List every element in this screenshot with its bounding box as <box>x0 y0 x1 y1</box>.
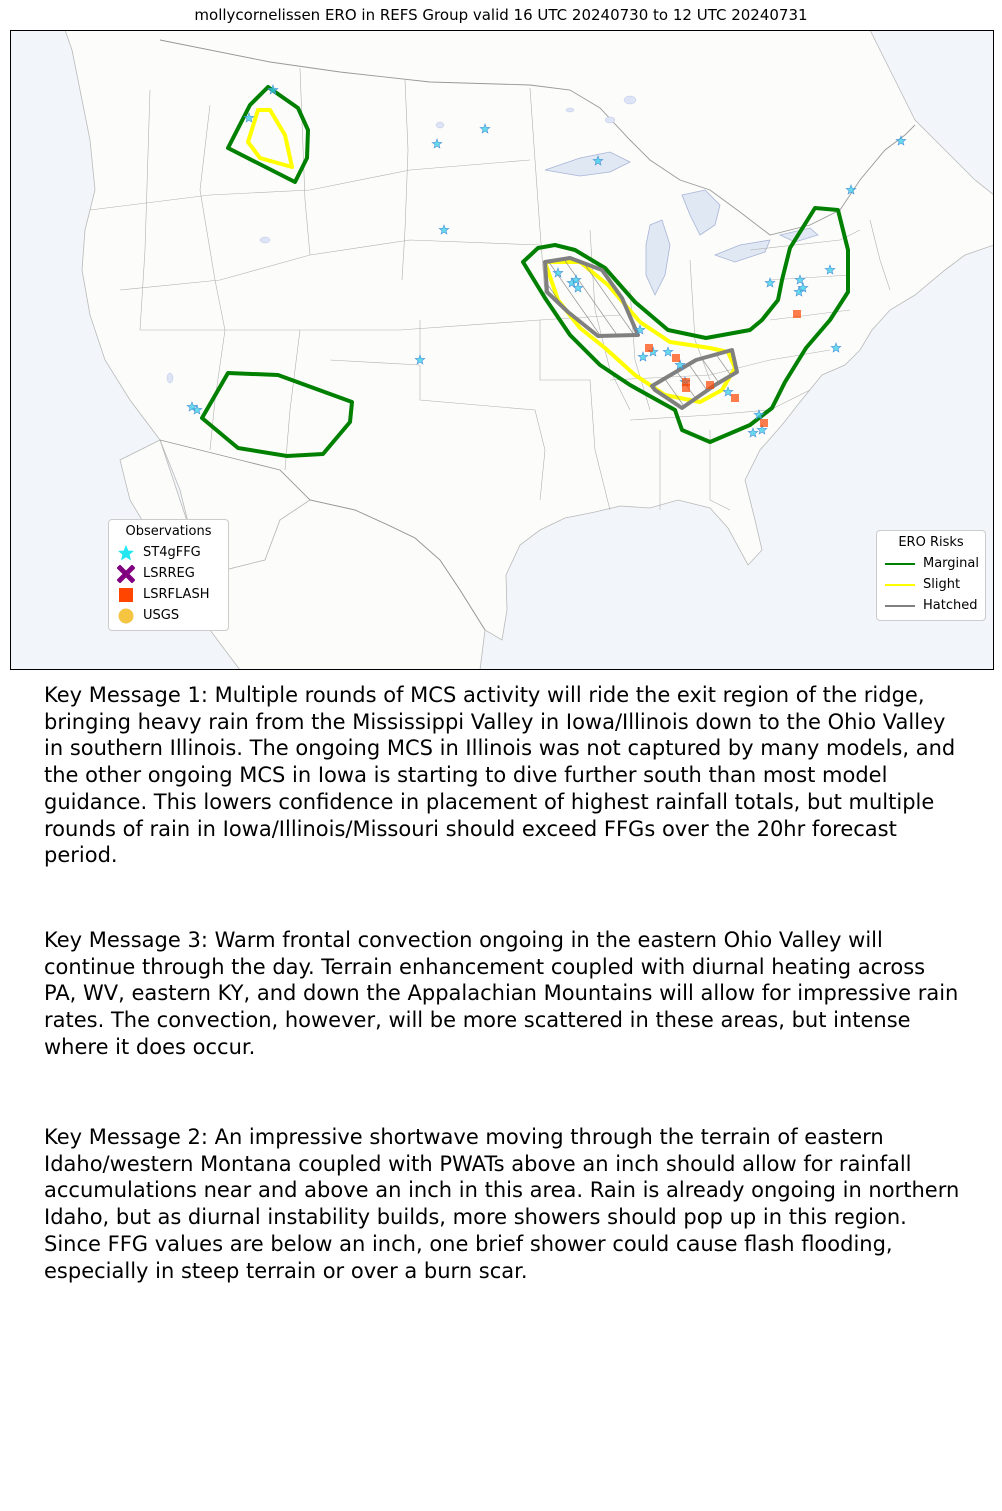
legend-item-lsrflash <box>117 584 220 605</box>
lsrflash-marker <box>731 394 739 402</box>
x-mark-icon <box>117 565 135 583</box>
key-message-1: Key Message 1: Multiple rounds of MCS activity will ride the exit region of the ridge, bringing heavy rain from the Mississippi Valley in Iowa/Illinois down to the Ohio Valley in southern Illinois. The ongoing MCS in Illinois was not captured by many models, and the other ongoing MCS in Iowa is starting to dive further south than most model guidance. This lowers confidence in placement of highest rainfall totals, but multiple rounds of rain in Iowa/Illinois/Missouri should exceed FFGs over the 20hr forecast period. <box>44 683 956 868</box>
legend-item-slight <box>885 574 977 595</box>
map-title: mollycornelissen ERO in REFS Group valid 16 UTC 20240730 to 12 UTC 20240731 <box>194 6 808 24</box>
lsrflash-marker <box>706 381 714 389</box>
observations-legend-title: Observations <box>125 524 212 539</box>
ero-risks-legend <box>876 530 986 621</box>
circle-icon <box>117 607 135 625</box>
legend-item-hatched <box>885 595 977 616</box>
line-swatch-icon <box>885 580 915 590</box>
square-icon <box>117 586 135 604</box>
lsrflash-marker <box>682 384 690 392</box>
legend-item-marginal <box>885 553 977 574</box>
lsrflash-marker <box>672 354 680 362</box>
lsrflash-marker <box>793 310 801 318</box>
key-message-3: Key Message 3: Warm frontal convection ongoing in the eastern Ohio Valley will continue through the day. Terrain enhancement coupled with diurnal heating across PA, WV, eastern KY, and down the Appalachian Mountains will allow for impressive rain rates. The convection, however, will be more scattered in these areas, but intense where it does occur. <box>44 928 959 1059</box>
legend-label-st4gffg: ST4gFFG <box>143 545 201 560</box>
lsrflash-marker <box>645 344 653 352</box>
legend-item-usgs <box>117 605 220 626</box>
legend-label-marginal: Marginal <box>923 556 979 571</box>
legend-label-usgs: USGS <box>143 608 180 623</box>
legend-label-lsrreg: LSRREG <box>143 566 195 581</box>
legend-item-st4gffg <box>117 542 220 563</box>
legend-label-lsrflash: LSRFLASH <box>143 587 210 602</box>
legend-label-hatched: Hatched <box>923 598 978 613</box>
line-swatch-icon <box>885 559 915 569</box>
observations-legend <box>108 519 229 631</box>
legend-item-lsrreg <box>117 563 220 584</box>
legend-label-slight: Slight <box>923 577 961 592</box>
key-message-2: Key Message 2: An impressive shortwave moving through the terrain of eastern Idaho/western Montana coupled with PWATs above an inch should allow for rainfall accumulations near and above an inch in this area. Rain is already ongoing in northern Idaho, but as diurnal instability builds, more showers should pop up in this region. Since FFG values are below an inch, one brief shower could cause flash flooding, especially in steep terrain or over a burn scar. <box>44 1125 960 1283</box>
ero-risks-legend-title: ERO Risks <box>898 535 964 550</box>
star-icon <box>117 544 135 562</box>
lsrflash-marker <box>760 419 768 427</box>
line-swatch-icon <box>885 601 915 611</box>
